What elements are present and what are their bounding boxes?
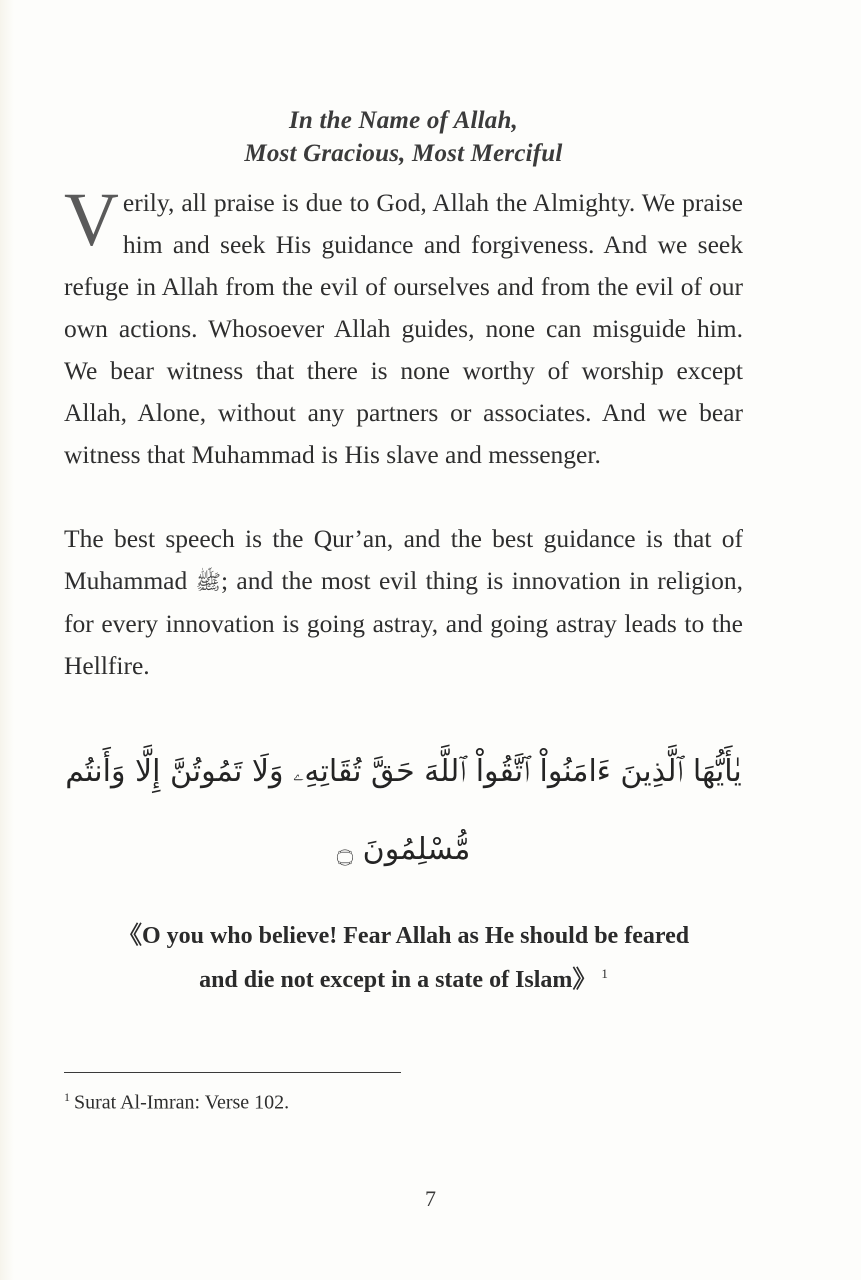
page-number: 7 <box>425 1186 436 1211</box>
ayah-translation <box>64 917 743 999</box>
close-quote-bracket-icon: 》 <box>572 967 597 993</box>
footnote-area <box>64 1072 743 1117</box>
footnote-number: 1 <box>64 1090 70 1104</box>
ayah-final-word: مُّسْلِمُونَ <box>362 832 471 867</box>
translation-line-1-text: O you who believe! Fear Allah as He should be feared <box>141 923 690 949</box>
heading-line-2: Most Gracious, Most Merciful <box>244 140 563 167</box>
quran-ayah-line-2 <box>64 819 743 883</box>
drop-cap-letter: V <box>64 178 119 262</box>
paragraph-two <box>64 518 743 687</box>
footnote-separator-rule <box>64 1072 401 1073</box>
heading-line-1: In the Name of Allah, <box>289 107 518 134</box>
paragraph-two-text-before: The best speech is the Qur’an, and the best guidance is that of Muhammad <box>64 524 743 595</box>
paragraph-two-text-after: ; and the most evil thing is innovation in religion, for every innovation is going astray, and going astray leads to the Hellfire. <box>64 566 743 680</box>
scan-edge-shadow <box>0 0 14 1280</box>
footnote-entry <box>64 1083 743 1117</box>
quran-ayah-line-1: يٰأَيُّهَا ٱلَّذِينَ ءَامَنُواْ ٱتَّقُواْ ٱللَّهَ حَقَّ تُقَاتِهِۦ وَلَا تَمُوتُنَّ إِلَّا وَأَنتُم <box>65 754 742 789</box>
footnote-reference-marker: 1 <box>601 966 608 981</box>
bismillah-heading <box>64 0 743 170</box>
translation-line-2 <box>64 955 743 999</box>
translation-line-2-text: and die not except in a state of Islam <box>199 967 573 993</box>
footnote-source-text: Surat Al-Imran: Verse 102. <box>74 1091 290 1114</box>
paragraph-one <box>64 178 743 476</box>
translation-line-1 <box>64 917 743 955</box>
verse-number-ornament-icon: ۝ <box>336 835 354 868</box>
paragraph-one-text: erily, all praise is due to God, Allah the Almighty. We praise him and seek His guidance and forgiveness. And we seek refuge in Allah from the evil of ourselves and from the evil of our own actions. Whosoever Allah guides, none can misguide him. We bear witness that there is none worthy of worship except Allah, Alone, without any partners or associates. And we bear witness that Muhammad is His slave and messenger. <box>64 188 743 469</box>
sallallahu-alayhi-wasallam-icon: ﷺ <box>195 570 221 594</box>
open-quote-bracket-icon: 《 <box>117 923 142 949</box>
page-content-column <box>64 0 743 999</box>
